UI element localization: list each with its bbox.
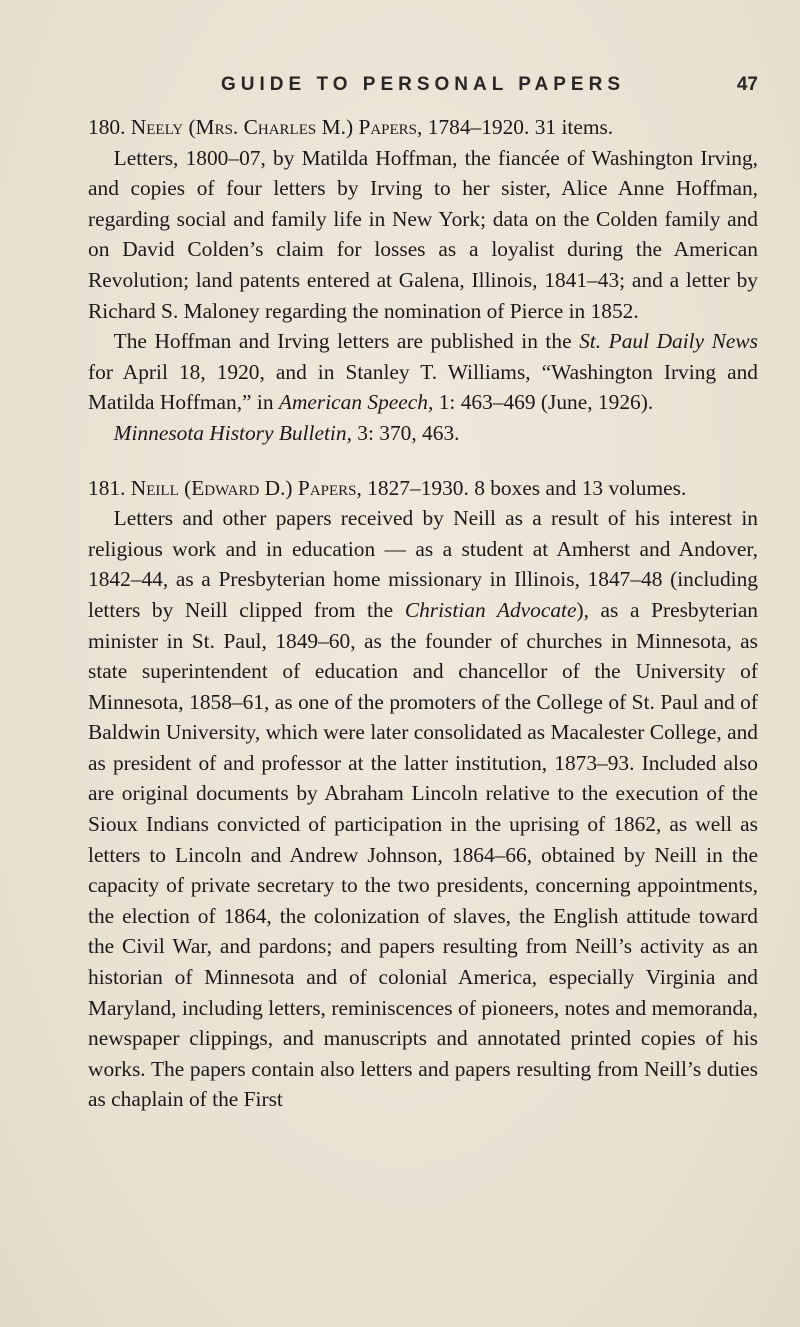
- entry-dates: 1827–1930.: [367, 475, 469, 500]
- entry-number: 181.: [88, 475, 126, 500]
- ref-title: Minnesota History Bulletin,: [113, 420, 352, 445]
- entry-heading: [88, 112, 758, 143]
- page-content: [88, 112, 758, 1139]
- running-title: GUIDE TO PERSONAL PAPERS: [221, 74, 625, 95]
- entry-name: Neill: [130, 475, 179, 500]
- entry-181: [88, 473, 758, 1115]
- desc-title-periodical: Christian Advocate: [404, 597, 577, 622]
- pub-text-1: The Hoffman and Irving letters are published in the: [113, 329, 572, 354]
- desc-text-1: Letters and other papers received by Neill as a result of his interest in religious work and in education — as a student at Amherst and Andover, 1842–44, as a Presbyterian home missionary in Illinois, 1847–48 (including letters by Neill clipped from the: [88, 506, 758, 622]
- entry-extent: 31 items.: [534, 115, 614, 139]
- entry-papers-label: Papers,: [297, 475, 362, 500]
- entry-reference: [88, 418, 758, 449]
- pub-text-2: for April 18, 1920, and in Stanley T. Williams, “Washington Irving and Matilda Hoffman,” in: [88, 359, 758, 415]
- entry-dates: 1784–1920.: [427, 115, 530, 139]
- entry-number: 180.: [88, 115, 126, 139]
- entry-heading: [88, 473, 758, 504]
- running-head: [88, 74, 758, 104]
- entry-name-detail: (Edward D.): [184, 475, 293, 500]
- pub-title-journal: American Speech,: [278, 390, 434, 415]
- desc-text-2: ), as a Presbyterian minister in St. Paul, 1849–60, as the founder of churches in Minnesota, as state superintendent of education and chancellor of the University of Minnesota, 1858–61, as one of the promoters of the College of St. Paul and of Baldwin University, which were later consolidated as Macalester College, and as president of and professor at the latter institution, 1873–93. Included also are original documents by Abraham Lincoln relative to the execution of the Sioux Indians convicted of participation in the uprising of 1862, as well as letters to Lincoln and Andrew Johnson, 1864–66, obtained by Neill in the capacity of private secretary to the two presidents, concerning appointments, the election of 1864, the colonization of slaves, the English attitude toward the Civil War, and pardons; and papers resulting from Neill’s activity as an historian of Minnesota and of colonial America, especially Virginia and Maryland, including letters, reminiscences of pioneers, notes and memoranda, newspaper clippings, and manuscripts and annotated printed copies of his works. The papers contain also letters and papers resulting from Neill’s duties as chaplain of the First: [88, 597, 759, 1112]
- entry-name-detail: (Mrs. Charles M.): [188, 115, 354, 139]
- entry-papers-label: Papers,: [358, 115, 423, 139]
- pub-text-3: 1: 463–469 (June, 1926).: [438, 390, 654, 415]
- entry-180: [88, 112, 758, 449]
- entry-extent: 8 boxes and 13 volumes.: [474, 475, 687, 500]
- entry-description: [88, 503, 758, 1115]
- entry-publication-note: [88, 326, 758, 418]
- page-number: 47: [736, 74, 758, 95]
- ref-pages: 3: 370, 463.: [357, 420, 460, 445]
- entry-name: Neely: [130, 115, 184, 139]
- entry-description: Letters, 1800–07, by Matilda Hoffman, the fiancée of Washington Irving, and copies of four letters by Irving to her sister, Alice Anne Hoffman, regarding social and family life in New York; data on the Colden family and on David Colden’s claim for losses as a loyalist during the American Revolution; land patents entered at Galena, Illinois, 1841–43; and a letter by Richard S. Maloney regarding the nomination of Pierce in 1852.: [88, 145, 758, 323]
- pub-title-newspaper: St. Paul Daily News: [579, 329, 758, 354]
